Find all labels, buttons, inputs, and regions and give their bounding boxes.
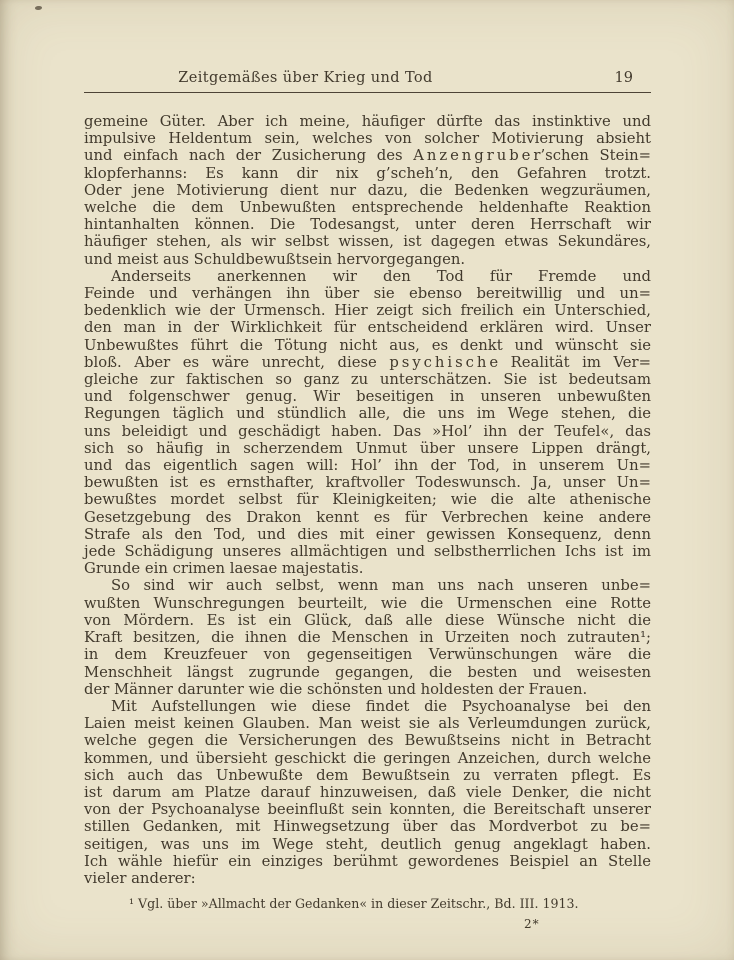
text-line: hintanhalten können. Die Todesangst, unter deren Herrschaft wir	[84, 216, 651, 234]
footnote: ¹ Vgl. über »Allmacht der Gedanken« in dieser Zeitschr., Bd. III. 1913.	[129, 896, 579, 912]
text-line: von Mördern. Es ist ein Glück, daß alle diese Wünsche nicht die	[84, 611, 651, 629]
text-line: bewußtes mordet selbst für Kleinigkeiten; wie die alte athenische	[84, 491, 651, 509]
text-line: vieler anderer:	[84, 869, 196, 887]
text-line: und einfach nach der Zusicherung des A n z e n g r u b e r’schen Stein=	[84, 147, 651, 165]
text-line: und das eigentlich sagen will: Hol’ ihn der Tod, in unserem Un=	[84, 457, 651, 475]
text-line: Unbewußtes führt die Tötung nicht aus, es denkt und wünscht sie	[84, 336, 651, 354]
text-line: den man in der Wirklichkeit für entscheidend erklären wird. Unser	[84, 319, 651, 337]
page-header	[84, 70, 651, 89]
text-line: in dem Kreuzfeuer von gegenseitigen Verwünschungen wäre die	[84, 646, 651, 664]
page-number: 19	[614, 70, 633, 86]
text-line: welche gegen die Versicherungen des Bewußtseins nicht in Betracht	[84, 732, 651, 750]
text-line: häufiger stehen, als wir selbst wissen, ist dagegen etwas Sekundäres,	[84, 233, 651, 251]
paper-speck	[35, 6, 42, 10]
text-line: gemeine Güter. Aber ich meine, häufiger dürfte das instinktive und	[84, 113, 651, 130]
text-line: Ich wähle hiefür ein einziges berühmt gewordenes Beispiel an Stelle	[84, 852, 651, 870]
text-line: Regungen täglich und stündlich alle, die uns im Wege stehen, die	[84, 405, 651, 423]
text-line: der Männer darunter wie die schönsten und holdesten der Frauen.	[84, 680, 588, 698]
text-line: und folgenschwer genug. Wir beseitigen in unseren unbewußten	[84, 388, 651, 406]
text-line: wußten Wunschregungen beurteilt, wie die Urmenschen eine Rotte	[84, 594, 651, 612]
header-rule	[84, 92, 651, 93]
text-line: bedenklich wie der Urmensch. Hier zeigt sich freilich ein Unterschied,	[84, 302, 651, 320]
text-line: impulsive Heldentum sein, welches von solcher Motivierung absieht	[84, 130, 651, 148]
text-line: von der Psychoanalyse beeinflußt sein konnten, die Bereitschaft unserer	[84, 801, 651, 819]
text-line: und meist aus Schuldbewußtsein hervorgegangen.	[84, 250, 466, 268]
text-line: bloß. Aber es wäre unrecht, diese p s y c h i s c h e Realität im Ver=	[84, 353, 651, 371]
text-line: Grunde ein crimen laesae majestatis.	[84, 560, 364, 578]
text-line: sich auch das Unbewußte dem Bewußtsein zu verraten pflegt. Es	[84, 766, 651, 784]
text-line: seitigen, was uns im Wege steht, deutlich genug angeklagt haben.	[84, 835, 651, 853]
running-head: Zeitgemäßes über Krieg und Tod	[178, 70, 433, 86]
body-text	[84, 113, 651, 887]
text-line: bewußten ist es ernsthafter, kraftvoller Todeswunsch. Ja, unser Un=	[84, 474, 651, 492]
text-line: So sind wir auch selbst, wenn man uns nach unseren unbe=	[111, 577, 651, 595]
text-line: Menschheit längst zugrunde gegangen, die besten und weisesten	[84, 663, 651, 681]
text-line: welche die dem Unbewußten entsprechende heldenhafte Reaktion	[84, 199, 651, 217]
text-line: gleiche zur faktischen so ganz zu unterschätzen. Sie ist bedeutsam	[84, 371, 651, 389]
text-line: klopferhanns: Es kann dir nix g’scheh’n, den Gefahren trotzt.	[84, 164, 651, 182]
text-line: kommen, und übersieht geschickt die geringen Anzeichen, durch welche	[84, 749, 651, 767]
text-line: ist darum am Platze darauf hinzuweisen, daß viele Denker, die nicht	[84, 783, 651, 801]
text-line: Gesetzgebung des Drakon kennt es für Verbrechen keine andere	[84, 508, 651, 526]
text-line: Mit Aufstellungen wie diese findet die Psychoanalyse bei den	[111, 697, 651, 715]
text-line: Strafe als den Tod, und dies mit einer gewissen Konsequenz, denn	[84, 525, 651, 543]
text-line: Anderseits anerkennen wir den Tod für Fremde und	[111, 267, 651, 285]
text-line: sich so häufig in scherzendem Unmut über unsere Lippen drängt,	[84, 439, 651, 457]
signature-mark: 2*	[524, 917, 540, 931]
text-line: Oder jene Motivierung dient nur dazu, die Bedenken wegzuräumen,	[84, 181, 651, 199]
text-line: stillen Gedanken, mit Hinwegsetzung über das Mordverbot zu be=	[84, 818, 651, 836]
text-line: Kraft besitzen, die ihnen die Menschen in Urzeiten noch zutrauten¹;	[84, 629, 651, 647]
text-block	[84, 70, 651, 912]
text-line: Laien meist keinen Glauben. Man weist sie als Verleumdungen zurück,	[84, 715, 651, 733]
text-line: Feinde und verhängen ihn über sie ebenso bereitwillig und un=	[84, 285, 651, 303]
text-line: jede Schädigung unseres allmächtigen und selbstherrlichen Ichs ist im	[84, 543, 651, 561]
text-line: uns beleidigt und geschädigt haben. Das »Hol’ ihn der Teufel«, das	[84, 422, 651, 440]
